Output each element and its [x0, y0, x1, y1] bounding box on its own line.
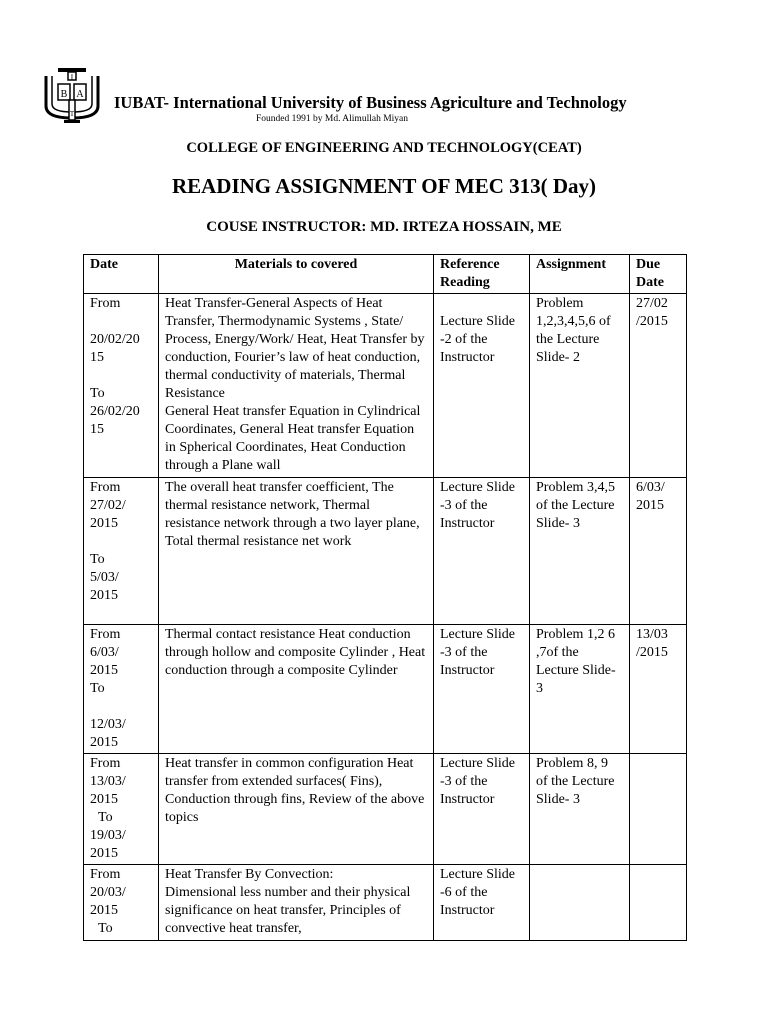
table-row — [84, 865, 687, 941]
table-row — [84, 754, 687, 865]
logo-letter-b: B — [60, 89, 68, 100]
table-row — [84, 478, 687, 625]
cell-assignment — [530, 865, 630, 941]
cell-due-date: 13/03 /2015 — [630, 625, 687, 754]
cell-reference: Lecture Slide -3 of the Instructor — [434, 754, 530, 865]
document-title: READING ASSIGNMENT OF MEC 313( Day) — [171, 174, 597, 198]
cell-reference: Lecture Slide -3 of the Instructor — [434, 625, 530, 754]
header-assignment: Assignment — [530, 255, 630, 294]
cell-materials: The overall heat transfer coefficient, The thermal resistance network, Thermal resistance network through a two layer plane, Total thermal resistance net work — [159, 478, 434, 625]
header-materials: Materials to covered — [159, 255, 434, 294]
cell-assignment: Problem 3,4,5 of the Lecture Slide- 3 — [530, 478, 630, 625]
logo-letter-i: I — [70, 73, 74, 82]
cell-due-date — [630, 754, 687, 865]
assignment-table — [83, 254, 687, 941]
cell-date: From 13/03/ 2015 To 19/03/ 2015 — [84, 754, 159, 865]
cell-due-date: 6/03/ 2015 — [630, 478, 687, 625]
cell-materials: Heat Transfer-General Aspects of Heat Transfer, Thermodynamic Systems , State/ Process, Energy/Work/ Heat, Heat Transfer by conduction, Fourier’s law of heat conduction, thermal conductivity of materials, Thermal Resistance General Heat transfer Equation in Cylindrical Coordinates, General Heat transfer Equation in Spherical Coordinates, Heat Conduction through a Plane wall — [159, 294, 434, 478]
university-name: IUBAT- International University of Business Agriculture and Technology — [114, 93, 627, 112]
header-reference: Reference Reading — [434, 255, 530, 294]
logo-letter-t: T — [69, 110, 75, 118]
cell-reference: Lecture Slide -2 of the Instructor — [434, 294, 530, 478]
header-due-date: Due Date — [630, 255, 687, 294]
cell-reference: Lecture Slide -6 of the Instructor — [434, 865, 530, 941]
table-row — [84, 625, 687, 754]
cell-assignment: Problem 1,2 6 ,7of the Lecture Slide- 3 — [530, 625, 630, 754]
cell-materials: Heat Transfer By Convection: Dimensional less number and their physical significance on heat transfer, Principles of convective heat transfer, — [159, 865, 434, 941]
cell-reference: Lecture Slide -3 of the Instructor — [434, 478, 530, 625]
course-instructor: COUSE INSTRUCTOR: MD. IRTEZA HOSSAIN, ME — [206, 219, 562, 235]
cell-date: From 27/02/ 2015 To 5/03/ 2015 — [84, 478, 159, 625]
cell-materials: Thermal contact resistance Heat conduction through hollow and composite Cylinder , Heat conduction through a composite Cylinder — [159, 625, 434, 754]
cell-materials: Heat transfer in common configuration Heat transfer from extended surfaces( Fins), Conduction through fins, Review of the above topics — [159, 754, 434, 865]
logo-letter-a: A — [76, 89, 84, 100]
table-header-row — [84, 255, 687, 294]
table-row — [84, 294, 687, 478]
header-date: Date — [84, 255, 159, 294]
cell-due-date: 27/02 /2015 — [630, 294, 687, 478]
cell-date: From 20/02/20 15 To 26/02/20 15 — [84, 294, 159, 478]
cell-date: From 20/03/ 2015 To — [84, 865, 159, 941]
cell-assignment: Problem 8, 9 of the Lecture Slide- 3 — [530, 754, 630, 865]
iubat-logo — [40, 66, 104, 124]
cell-assignment: Problem 1,2,3,4,5,6 of the Lecture Slide- 2 — [530, 294, 630, 478]
founded-line: Founded 1991 by Md. Alimullah Miyan — [256, 114, 408, 124]
cell-due-date — [630, 865, 687, 941]
college-name: COLLEGE OF ENGINEERING AND TECHNOLOGY(CEAT) — [186, 140, 582, 156]
cell-date: From 6/03/ 2015 To 12/03/ 2015 — [84, 625, 159, 754]
